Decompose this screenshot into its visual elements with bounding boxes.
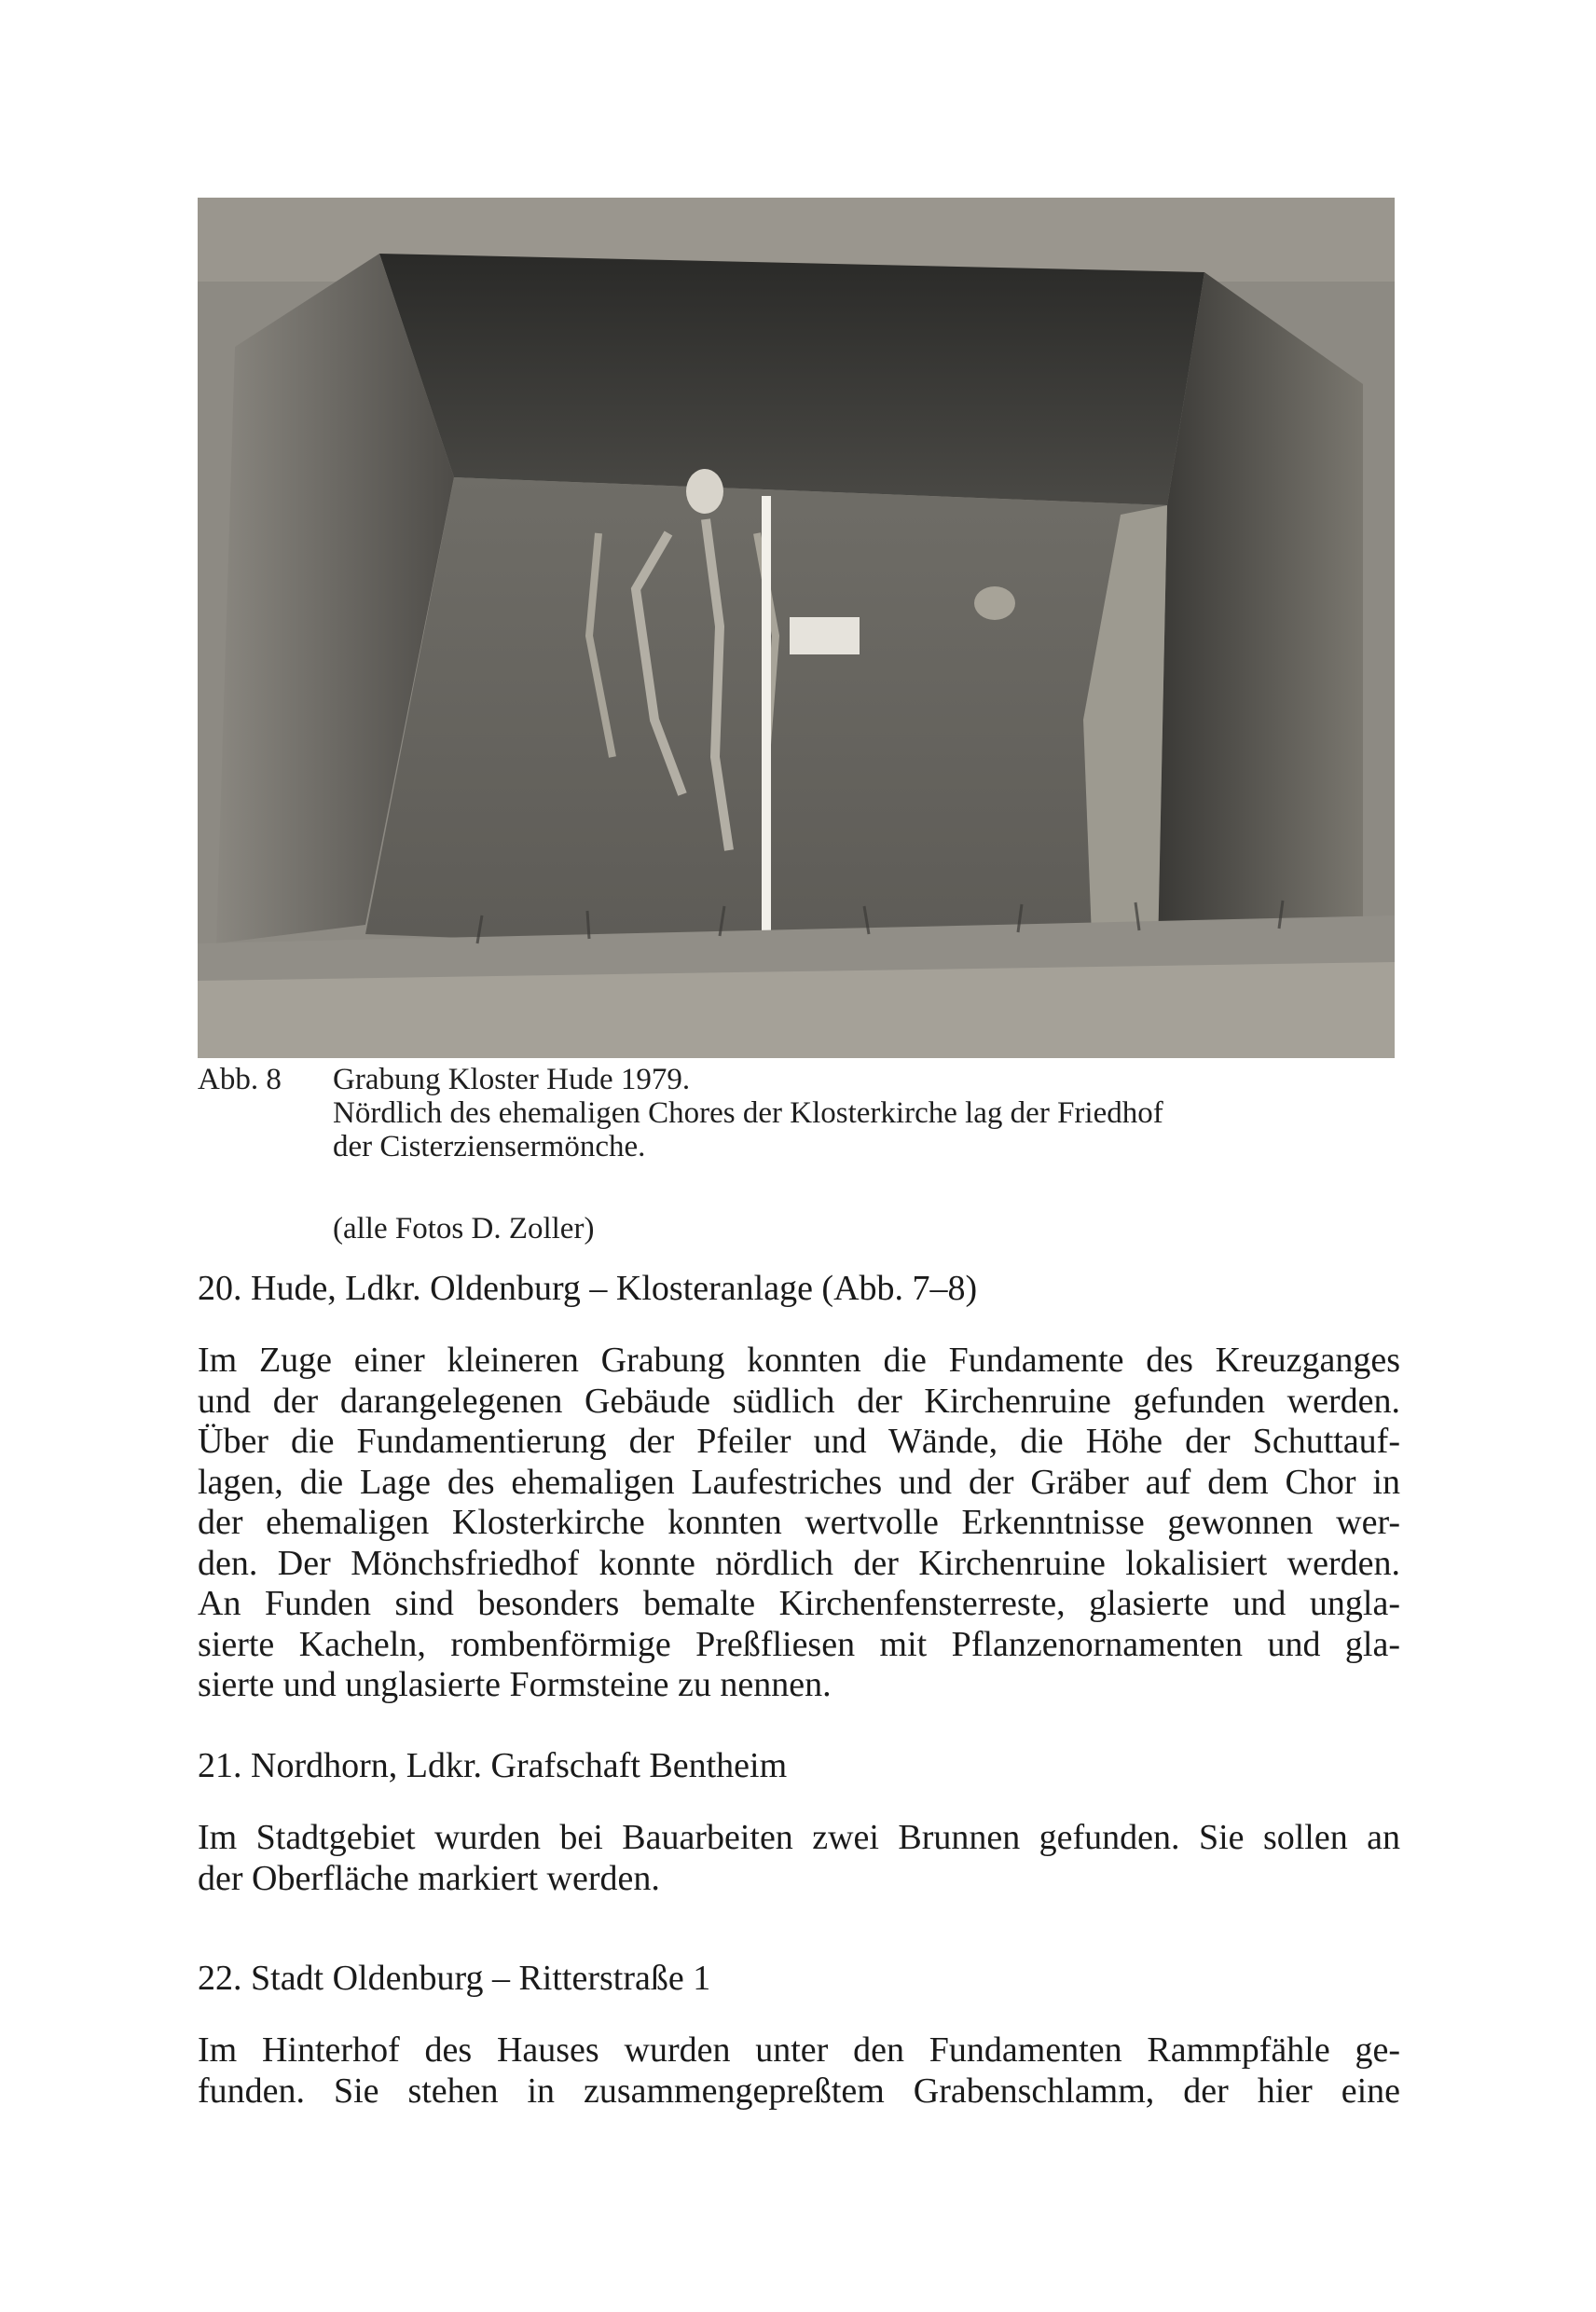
- text-line: und der darangelegenen Gebäude südlich der Kirchenruine gefunden werden.: [198, 1381, 1400, 1421]
- text-line: der ehemaligen Klosterkirche konnten wertvolle Erkenntnisse gewonnen wer-: [198, 1503, 1400, 1542]
- text-line: den. Der Mönchsfriedhof konnte nördlich der Kirchenruine lokalisiert werden.: [198, 1543, 1400, 1583]
- section-oldenburg: [198, 1958, 1400, 2112]
- section-nordhorn: [198, 1745, 1400, 1899]
- caption-line: Grabung Kloster Hude 1979.: [333, 1063, 691, 1096]
- section-heading: 20. Hude, Ldkr. Oldenburg – Klosteranlage (Abb. 7–8): [198, 1269, 978, 1308]
- section-heading: 22. Stadt Oldenburg – Ritterstraße 1: [198, 1959, 711, 1998]
- text-line: An Funden sind besonders bemalte Kirchenfensterreste, glasierte und ungla-: [198, 1584, 1400, 1623]
- text-line: der Oberfläche markiert werden.: [198, 1858, 660, 1898]
- text-line: Im Hinterhof des Hauses wurden unter den Fundamenten Rammpfähle ge-: [198, 2030, 1400, 2070]
- caption-line: der Cisterziensermönche.: [333, 1130, 646, 1163]
- section-paragraph: [198, 1818, 1400, 1899]
- text-line: sierte und unglasierte Formsteine zu nennen.: [198, 1665, 832, 1704]
- caption-line: Nördlich des ehemaligen Chores der Klosterkirche lag der Friedhof: [333, 1096, 1163, 1130]
- text-line: sierte Kacheln, rombenförmige Preßfliesen mit Pflanzenornamenten und gla-: [198, 1624, 1400, 1664]
- text-line: Im Stadtgebiet wurden bei Bauarbeiten zwei Brunnen gefunden. Sie sollen an: [198, 1818, 1400, 1857]
- section-heading: 21. Nordhorn, Ldkr. Grafschaft Bentheim: [198, 1746, 788, 1785]
- photo-credit: (alle Fotos D. Zoller): [333, 1212, 595, 1245]
- text-line: funden. Sie stehen in zusammengepreßtem Grabenschlamm, der hier eine: [198, 2071, 1400, 2111]
- text-line: Über die Fundamentierung der Pfeiler und Wände, die Höhe der Schuttauf-: [198, 1422, 1400, 1461]
- section-paragraph: [198, 2030, 1400, 2112]
- excavation-photo: [198, 198, 1395, 1058]
- figure-label: Abb. 8: [198, 1063, 282, 1096]
- section-hude: [198, 1268, 1400, 1706]
- figure-caption-text: [333, 1063, 1396, 1163]
- text-line: Im Zuge einer kleineren Grabung konnten die Fundamente des Kreuzganges: [198, 1341, 1400, 1380]
- text-line: lagen, die Lage des ehemaligen Laufestriches und der Gräber auf dem Chor in: [198, 1462, 1400, 1502]
- section-paragraph: [198, 1341, 1400, 1706]
